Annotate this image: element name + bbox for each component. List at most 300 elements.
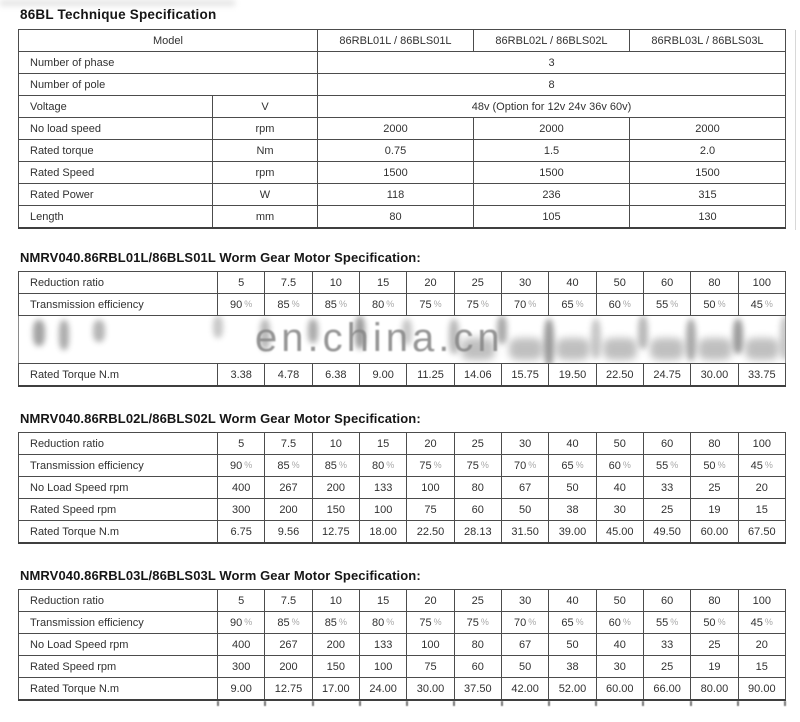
divider-stub-decoration [359, 701, 361, 706]
efficiency-value: 80 [372, 459, 385, 472]
spec-value-cell: 118 [318, 184, 474, 206]
value-cell: 6.75 [218, 521, 265, 544]
value-cell: 5 [218, 433, 265, 455]
value-cell: 25 [691, 634, 738, 656]
efficiency-cell [549, 294, 596, 316]
value-cell: 60 [454, 499, 501, 521]
efficiency-value: 75 [466, 616, 479, 629]
value-cell: 19.50 [549, 364, 596, 387]
spec-label-cell: Length [19, 206, 213, 229]
efficiency-cell [549, 612, 596, 634]
row-label-cell: Transmission efficiency [19, 612, 218, 634]
value-cell: 10 [312, 590, 359, 612]
value-cell: 300 [218, 499, 265, 521]
efficiency-value: 65 [561, 459, 574, 472]
table-row [19, 678, 786, 701]
percent-sign: % [575, 616, 584, 627]
value-cell: 7.5 [265, 433, 312, 455]
value-cell: 200 [265, 499, 312, 521]
watermark-band [19, 316, 786, 364]
value-cell: 30 [596, 656, 643, 678]
percent-sign: % [433, 616, 442, 627]
spec-value-cell: 2000 [474, 118, 630, 140]
value-cell: 133 [359, 634, 406, 656]
value-cell: 30 [501, 590, 548, 612]
efficiency-cell [643, 612, 690, 634]
value-cell: 40 [596, 477, 643, 499]
percent-sign: % [338, 616, 347, 627]
value-cell: 40 [549, 590, 596, 612]
value-cell: 33.75 [738, 364, 785, 387]
percent-sign: % [670, 298, 679, 309]
efficiency-value: 45 [750, 459, 763, 472]
value-cell: 24.00 [359, 678, 406, 701]
spec-value-cell: 130 [630, 206, 786, 229]
spec-value-cell: 2000 [318, 118, 474, 140]
value-cell: 100 [738, 272, 785, 294]
spec-label-cell: Number of pole [19, 74, 318, 96]
efficiency-cell [596, 455, 643, 477]
value-cell: 6.38 [312, 364, 359, 387]
efficiency-cell [359, 455, 406, 477]
value-cell: 80 [691, 272, 738, 294]
blur-streak-decoration [780, 316, 786, 360]
efficiency-value: 85 [277, 616, 290, 629]
value-cell: 25 [643, 499, 690, 521]
blur-streak-decoration [603, 338, 637, 360]
percent-sign: % [433, 298, 442, 309]
value-cell: 100 [407, 634, 454, 656]
efficiency-value: 75 [419, 459, 432, 472]
spec-label-cell: Rated torque [19, 140, 213, 162]
spec-unit-cell: V [213, 96, 318, 118]
value-cell: 24.75 [643, 364, 690, 387]
value-cell: 30.00 [407, 678, 454, 701]
efficiency-value: 60 [608, 298, 621, 311]
spec-value-cell: 2000 [630, 118, 786, 140]
model-name-cell: 86RBL02L / 86BLS02L [474, 30, 630, 52]
value-cell: 30.00 [691, 364, 738, 387]
spec-value-cell: 1.5 [474, 140, 630, 162]
divider-stub-decoration [264, 701, 266, 706]
value-cell: 38 [549, 656, 596, 678]
efficiency-cell [643, 294, 690, 316]
spec-label-cell: Voltage [19, 96, 213, 118]
row-label-cell: Transmission efficiency [19, 294, 218, 316]
value-cell: 100 [738, 433, 785, 455]
efficiency-cell [312, 455, 359, 477]
percent-sign: % [480, 459, 489, 470]
value-cell: 50 [501, 499, 548, 521]
spec-unit-cell: W [213, 184, 318, 206]
table-row [19, 74, 786, 96]
spec-value-cell: 1500 [318, 162, 474, 184]
spec-unit-cell: rpm [213, 162, 318, 184]
efficiency-cell [501, 455, 548, 477]
efficiency-value: 85 [324, 298, 337, 311]
table-row [19, 656, 786, 678]
blur-streak-decoration [591, 319, 601, 359]
value-cell: 60.00 [691, 521, 738, 544]
gear-spec-table-01 [18, 271, 786, 387]
value-cell: 20 [407, 272, 454, 294]
value-cell: 12.75 [312, 521, 359, 544]
spec-value-cell: 80 [318, 206, 474, 229]
value-cell: 25 [454, 433, 501, 455]
value-cell: 18.00 [359, 521, 406, 544]
efficiency-cell [643, 455, 690, 477]
value-cell: 9.56 [265, 521, 312, 544]
value-cell: 67 [501, 634, 548, 656]
efficiency-cell [454, 612, 501, 634]
percent-sign: % [622, 459, 631, 470]
efficiency-value: 65 [561, 298, 574, 311]
table-row [19, 272, 786, 294]
value-cell: 28.13 [454, 521, 501, 544]
value-cell: 15 [738, 499, 785, 521]
gear-spec-table-02 [18, 432, 786, 544]
blur-streak-decoration [686, 319, 696, 361]
efficiency-value: 85 [324, 616, 337, 629]
percent-sign: % [386, 616, 395, 627]
value-cell: 66.00 [643, 678, 690, 701]
value-cell: 200 [265, 656, 312, 678]
spec-label-cell: Rated Power [19, 184, 213, 206]
value-cell: 50 [596, 590, 643, 612]
gear-section-01 [18, 250, 786, 387]
value-cell: 267 [265, 634, 312, 656]
divider-stub-decoration [312, 701, 314, 706]
value-cell: 9.00 [218, 678, 265, 701]
efficiency-value: 50 [703, 616, 716, 629]
table-row [19, 206, 786, 229]
value-cell: 133 [359, 477, 406, 499]
value-cell: 40 [549, 272, 596, 294]
spec-unit-cell: Nm [213, 140, 318, 162]
percent-sign: % [575, 459, 584, 470]
table-row [19, 140, 786, 162]
value-cell: 80 [691, 590, 738, 612]
efficiency-value: 55 [655, 616, 669, 629]
table-row [19, 477, 786, 499]
efficiency-value: 70 [514, 298, 527, 311]
efficiency-cell [501, 612, 548, 634]
model-header-cell: Model [19, 30, 318, 52]
percent-sign: % [244, 298, 253, 309]
table-row [19, 364, 786, 387]
percent-sign: % [764, 298, 773, 309]
percent-sign: % [291, 459, 300, 470]
percent-sign: % [433, 459, 442, 470]
spec-value-cell: 8 [318, 74, 786, 96]
table-row [19, 162, 786, 184]
spec-value-cell: 1500 [474, 162, 630, 184]
table-row [19, 52, 786, 74]
value-cell: 75 [407, 499, 454, 521]
value-cell: 17.00 [312, 678, 359, 701]
row-label-cell: Rated Torque N.m [19, 521, 218, 544]
table-row [19, 521, 786, 544]
value-cell: 45.00 [596, 521, 643, 544]
table-row [19, 590, 786, 612]
value-cell: 200 [312, 634, 359, 656]
percent-sign: % [291, 616, 300, 627]
table-row [19, 634, 786, 656]
percent-sign: % [528, 616, 537, 627]
row-label-cell: Rated Torque N.m [19, 364, 218, 387]
percent-sign: % [717, 298, 726, 309]
row-label-cell: Reduction ratio [19, 433, 218, 455]
value-cell: 80 [454, 477, 501, 499]
value-cell: 67.50 [738, 521, 785, 544]
efficiency-cell [218, 612, 265, 634]
spec-label-cell: No load speed [19, 118, 213, 140]
row-label-cell: Transmission efficiency [19, 455, 218, 477]
table-row [19, 294, 786, 316]
row-label-cell: Rated Speed rpm [19, 499, 218, 521]
value-cell: 10 [312, 433, 359, 455]
value-cell: 25 [454, 272, 501, 294]
value-cell: 12.75 [265, 678, 312, 701]
value-cell: 60.00 [596, 678, 643, 701]
row-label-cell: Reduction ratio [19, 590, 218, 612]
value-cell: 267 [265, 477, 312, 499]
value-cell: 10 [312, 272, 359, 294]
value-cell: 40 [596, 634, 643, 656]
value-cell: 25 [691, 477, 738, 499]
efficiency-value: 85 [277, 459, 290, 472]
percent-sign: % [480, 616, 489, 627]
spec-value-cell: 48v (Option for 12v 24v 36v 60v) [318, 96, 786, 118]
divider-stub-decoration [690, 701, 692, 706]
value-cell: 5 [218, 272, 265, 294]
spec-label-cell: Number of phase [19, 52, 318, 74]
value-cell: 15 [359, 272, 406, 294]
efficiency-value: 80 [372, 298, 385, 311]
efficiency-value: 55 [655, 459, 669, 472]
value-cell: 80 [691, 433, 738, 455]
efficiency-cell [549, 455, 596, 477]
value-cell: 52.00 [549, 678, 596, 701]
spec-value-cell: 105 [474, 206, 630, 229]
spec-value-cell: 3 [318, 52, 786, 74]
value-cell: 40 [549, 433, 596, 455]
row-label-cell: Rated Speed rpm [19, 656, 218, 678]
divider-stub-decoration [501, 701, 503, 706]
percent-sign: % [764, 616, 773, 627]
spec-value-cell: 0.75 [318, 140, 474, 162]
efficiency-cell [218, 294, 265, 316]
value-cell: 20 [738, 477, 785, 499]
value-cell: 400 [218, 477, 265, 499]
value-cell: 30 [501, 433, 548, 455]
efficiency-value: 90 [230, 616, 243, 629]
efficiency-cell [265, 612, 312, 634]
efficiency-cell [265, 455, 312, 477]
value-cell: 39.00 [549, 521, 596, 544]
divider-stub-decoration [595, 701, 597, 706]
gear-section-03 [18, 568, 786, 707]
value-cell: 37.50 [454, 678, 501, 701]
efficiency-cell [359, 612, 406, 634]
efficiency-value: 75 [419, 616, 432, 629]
value-cell: 5 [218, 590, 265, 612]
efficiency-value: 90 [230, 459, 243, 472]
row-label-cell: Reduction ratio [19, 272, 218, 294]
table-row [19, 30, 786, 52]
value-cell: 20 [407, 433, 454, 455]
efficiency-cell [218, 455, 265, 477]
blur-streak-decoration [733, 319, 743, 354]
value-cell: 19 [691, 499, 738, 521]
value-cell: 150 [312, 499, 359, 521]
section-heading: NMRV040.86RBL01L/86BLS01L Worm Gear Motor Specification: [20, 250, 421, 265]
blur-streak-decoration [650, 338, 684, 360]
percent-sign: % [386, 298, 395, 309]
value-cell: 15.75 [501, 364, 548, 387]
efficiency-value: 60 [608, 459, 621, 472]
divider-stub-decoration [642, 701, 644, 706]
efficiency-cell [407, 294, 454, 316]
gear-section-02 [18, 411, 786, 544]
value-cell: 90.00 [738, 678, 785, 701]
value-cell: 15 [738, 656, 785, 678]
spec-unit-cell: mm [213, 206, 318, 229]
efficiency-value: 45 [750, 616, 763, 629]
value-cell: 49.50 [643, 521, 690, 544]
efficiency-value: 70 [514, 459, 527, 472]
percent-sign: % [338, 459, 347, 470]
table-row [19, 433, 786, 455]
percent-sign: % [244, 616, 253, 627]
divider-stub-decoration [217, 701, 219, 706]
efficiency-value: 50 [703, 459, 716, 472]
value-cell: 25 [454, 590, 501, 612]
value-cell: 33 [643, 634, 690, 656]
gear-spec-table-03 [18, 589, 786, 701]
value-cell: 300 [218, 656, 265, 678]
efficiency-cell [454, 294, 501, 316]
value-cell: 22.50 [596, 364, 643, 387]
efficiency-cell [312, 612, 359, 634]
efficiency-cell [691, 612, 738, 634]
percent-sign: % [717, 459, 726, 470]
blur-streak-decoration [33, 320, 45, 346]
value-cell: 60 [643, 433, 690, 455]
row-label-cell: No Load Speed rpm [19, 477, 218, 499]
percent-sign: % [717, 616, 726, 627]
value-cell: 100 [359, 499, 406, 521]
percent-sign: % [480, 298, 489, 309]
divider-stub-decoration [737, 701, 739, 706]
blur-streak-decoration [556, 338, 590, 360]
blur-streak-decoration [544, 319, 554, 364]
value-cell: 30 [596, 499, 643, 521]
table-row [19, 612, 786, 634]
model-name-cell: 86RBL01L / 86BLS01L [318, 30, 474, 52]
spec-unit-cell: rpm [213, 118, 318, 140]
efficiency-value: 75 [419, 298, 432, 311]
divider-stub-decoration [406, 701, 408, 706]
blur-streak-decoration [509, 338, 543, 360]
table-row [19, 118, 786, 140]
percent-sign: % [575, 298, 584, 309]
divider-stub-decoration [548, 701, 550, 706]
efficiency-cell [738, 612, 785, 634]
value-cell: 400 [218, 634, 265, 656]
value-cell: 14.06 [454, 364, 501, 387]
divider-stub-decoration [453, 701, 455, 706]
value-cell: 9.00 [359, 364, 406, 387]
percent-sign: % [764, 459, 773, 470]
percent-sign: % [670, 616, 679, 627]
section-heading: NMRV040.86RBL03L/86BLS03L Worm Gear Motor Specification: [20, 568, 421, 583]
value-cell: 11.25 [407, 364, 454, 387]
value-cell: 25 [643, 656, 690, 678]
efficiency-value: 50 [703, 298, 716, 311]
efficiency-cell [359, 294, 406, 316]
percent-sign: % [670, 459, 679, 470]
value-cell: 60 [643, 272, 690, 294]
spec-value-cell: 1500 [630, 162, 786, 184]
value-cell: 150 [312, 656, 359, 678]
value-cell: 20 [407, 590, 454, 612]
table-row [19, 499, 786, 521]
value-cell: 15 [359, 433, 406, 455]
table-row [19, 455, 786, 477]
value-cell: 15 [359, 590, 406, 612]
efficiency-value: 90 [230, 298, 243, 311]
page-title: 86BL Technique Specification [20, 7, 217, 22]
blur-streak-decoration [59, 320, 69, 350]
value-cell: 100 [738, 590, 785, 612]
value-cell: 50 [596, 433, 643, 455]
value-cell: 200 [312, 477, 359, 499]
percent-sign: % [622, 616, 631, 627]
percent-sign: % [622, 298, 631, 309]
row-label-cell: Rated Torque N.m [19, 678, 218, 701]
efficiency-cell [501, 294, 548, 316]
efficiency-value: 75 [466, 459, 479, 472]
blurred-rows-band [19, 316, 786, 364]
efficiency-value: 75 [466, 298, 479, 311]
technique-spec-table [18, 29, 786, 229]
divider-stub-decoration [784, 701, 786, 706]
blur-streak-decoration [213, 316, 223, 338]
efficiency-cell [312, 294, 359, 316]
cut-off-row-stubs [18, 701, 786, 707]
spec-value-cell: 315 [630, 184, 786, 206]
efficiency-cell [407, 455, 454, 477]
spec-value-cell: 236 [474, 184, 630, 206]
value-cell: 67 [501, 477, 548, 499]
percent-sign: % [244, 459, 253, 470]
value-cell: 4.78 [265, 364, 312, 387]
blur-streak-decoration [698, 338, 732, 360]
spec-value-cell: 2.0 [630, 140, 786, 162]
efficiency-cell [454, 455, 501, 477]
efficiency-value: 70 [514, 616, 527, 629]
value-cell: 60 [643, 590, 690, 612]
model-name-cell: 86RBL03L / 86BLS03L [630, 30, 786, 52]
efficiency-value: 55 [655, 298, 669, 311]
value-cell: 100 [407, 477, 454, 499]
value-cell: 50 [596, 272, 643, 294]
percent-sign: % [338, 298, 347, 309]
efficiency-value: 45 [750, 298, 763, 311]
value-cell: 60 [454, 656, 501, 678]
value-cell: 75 [407, 656, 454, 678]
